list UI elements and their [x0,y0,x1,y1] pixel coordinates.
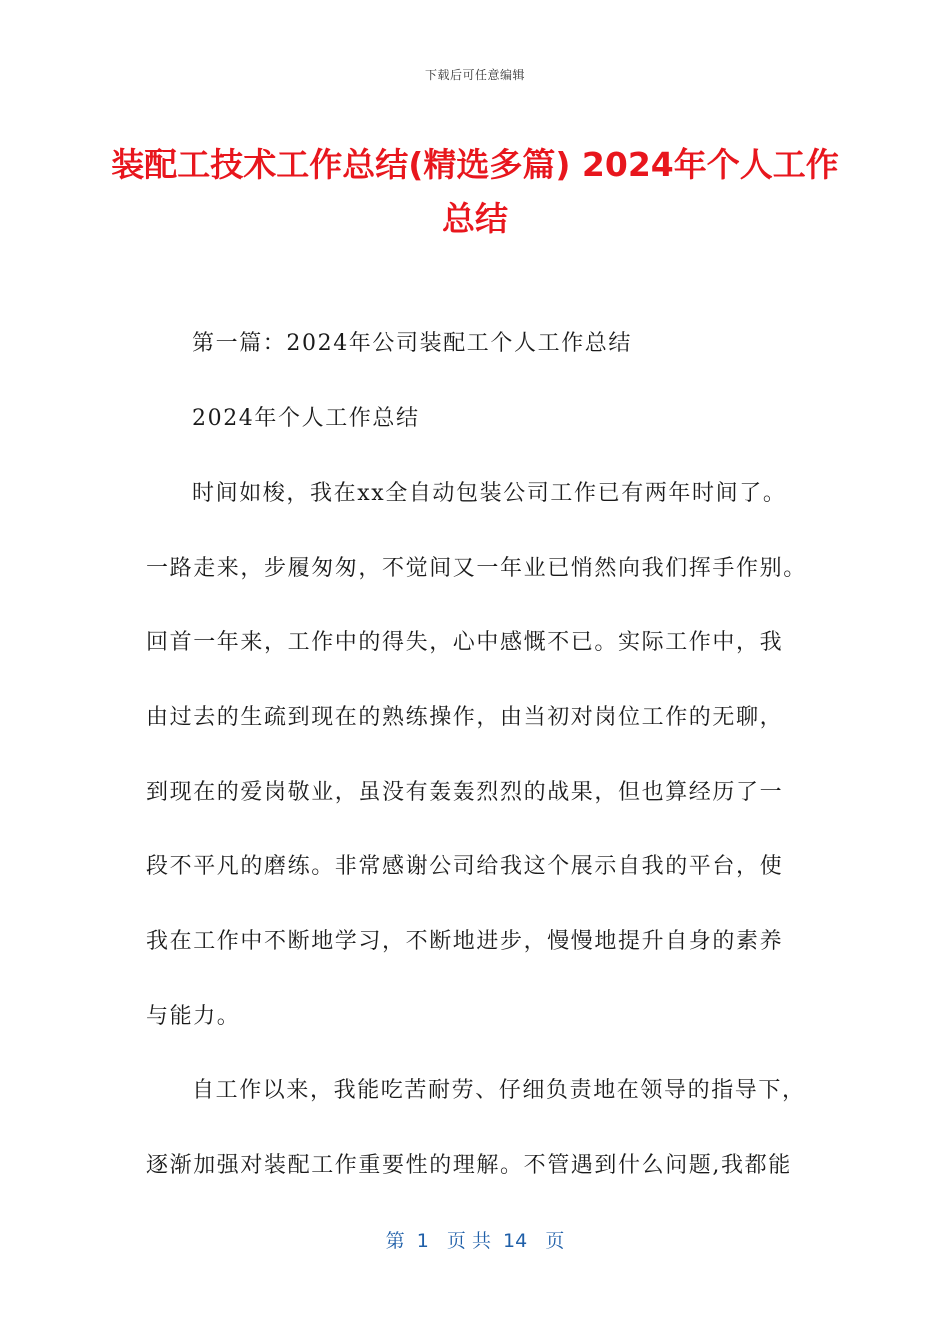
header-note: 下载后可任意编辑 [424,68,525,82]
paragraph-line: 回首一年来，工作中的得失，心中感慨不已。实际工作中，我 [146,630,784,655]
paragraph-line: 与能力。 [146,1004,241,1029]
page-number-footer: 第 1 页 共 14 页 [385,1230,565,1252]
paragraph-line: 逐渐加强对装配工作重要性的理解。不管遇到什么问题,我都能 [146,1153,792,1178]
paragraph-line: 段不平凡的磨练。非常感谢公司给我这个展示自我的平台，使 [146,854,784,879]
paragraph-line: 一路走来，步履匆匆，不觉间又一年业已悄然向我们挥手作别。 [146,556,807,581]
paragraph-line: 时间如梭，我在xx全自动包装公司工作已有两年时间了。 [192,481,787,506]
paragraph-line: 自工作以来，我能吃苦耐劳、仔细负责地在领导的指导下， [192,1078,806,1103]
paragraph-line: 到现在的爱岗敬业，虽没有轰轰烈烈的战果，但也算经历了一 [146,780,784,805]
section-heading: 第一篇：2024年公司装配工个人工作总结 [192,331,632,356]
subsection-heading: 2024年个人工作总结 [192,406,420,431]
paragraph-line: 由过去的生疏到现在的熟练操作，由当初对岗位工作的无聊， [146,705,784,730]
document-title: 装配工技术工作总结(精选多篇) 2024年个人工作总结 [111,145,839,238]
paragraph-line: 我在工作中不断地学习，不断地进步，慢慢地提升自身的素养 [146,929,784,954]
